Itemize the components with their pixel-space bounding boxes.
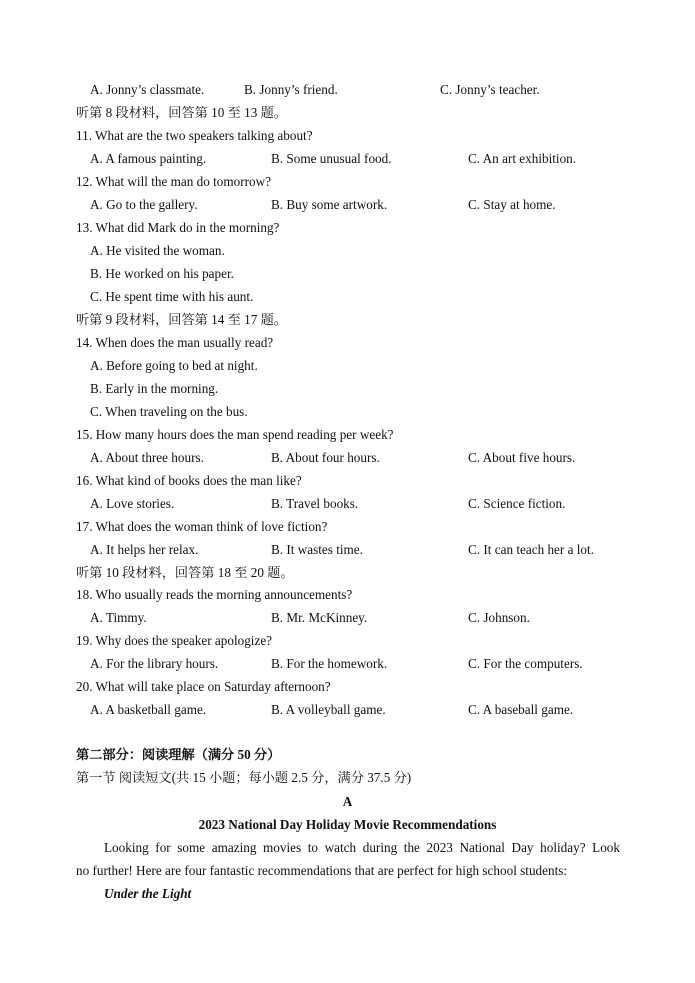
q14-option-c: C. When traveling on the bus.: [90, 404, 248, 419]
q20-stem: 20. What will take place on Saturday afternoon?: [76, 679, 331, 694]
q11-option-a: A. A famous painting.: [90, 151, 207, 166]
q11-option-c: C. An art exhibition.: [468, 151, 577, 166]
q16-option-c: C. Science fiction.: [468, 496, 566, 511]
q14-stem: 14. When does the man usually read?: [76, 335, 274, 350]
q20-option-c: C. A baseball game.: [468, 702, 574, 717]
q14-option-a: A. Before going to bed at night.: [90, 358, 258, 373]
q18-option-a: A. Timmy.: [90, 610, 147, 625]
q12-option-a: A. Go to the gallery.: [90, 197, 198, 212]
passage-title: 2023 National Day Holiday Movie Recommendations: [198, 817, 497, 832]
q12-option-b: B. Buy some artwork.: [271, 197, 388, 212]
q15-option-c: C. About five hours.: [468, 450, 576, 465]
q12-stem: 12. What will the man do tomorrow?: [76, 174, 271, 189]
q16-option-a: A. Love stories.: [90, 496, 175, 511]
q17-option-c: C. It can teach her a lot.: [468, 542, 594, 557]
q11-option-b: B. Some unusual food.: [271, 151, 392, 166]
q13-option-a: A. He visited the woman.: [90, 243, 225, 258]
section-9-instruction: 听第 9 段材料，回答第 14 至 17 题。: [76, 312, 287, 327]
q17-option-a: A. It helps her relax.: [90, 542, 199, 557]
q19-option-b: B. For the homework.: [271, 656, 388, 671]
q13-stem: 13. What did Mark do in the morning?: [76, 220, 280, 235]
q17-option-b: B. It wastes time.: [271, 542, 363, 557]
q13-option-b: B. He worked on his paper.: [90, 266, 234, 281]
q17-stem: 17. What does the woman think of love fiction?: [76, 519, 328, 534]
paragraph-1-line-2: no further! Here are four fantastic recommendations that are perfect for high school students:: [76, 863, 568, 878]
q11-stem: 11. What are the two speakers talking about?: [76, 128, 313, 143]
q15-option-a: A. About three hours.: [90, 450, 204, 465]
q12-option-c: C. Stay at home.: [468, 197, 556, 212]
q10-option-c: C. Jonny’s teacher.: [440, 82, 540, 97]
q20-option-b: B. A volleyball game.: [271, 702, 386, 717]
q15-option-b: B. About four hours.: [271, 450, 380, 465]
section-1-heading: 第一节 阅读短文(共 15 小题；每小题 2.5 分，满分 37.5 分): [76, 770, 412, 785]
section-8-instruction: 听第 8 段材料，回答第 10 至 13 题。: [76, 105, 287, 120]
q10-option-b: B. Jonny’s friend.: [244, 82, 338, 97]
q19-option-a: A. For the library hours.: [90, 656, 219, 671]
q18-option-c: C. Johnson.: [468, 610, 530, 625]
q14-option-b: B. Early in the morning.: [90, 381, 219, 396]
q10-option-a: A. Jonny’s classmate.: [90, 82, 205, 97]
movie-1-title: Under the Light: [104, 886, 192, 901]
q18-stem: 18. Who usually reads the morning announcements?: [76, 587, 353, 602]
section-10-instruction: 听第 10 段材料，回答第 18 至 20 题。: [76, 565, 294, 580]
part-2-heading: 第二部分：阅读理解（满分 50 分）: [76, 747, 281, 762]
q20-option-a: A. A basketball game.: [90, 702, 207, 717]
q19-option-c: C. For the computers.: [468, 656, 583, 671]
passage-letter: A: [342, 794, 353, 809]
q18-option-b: B. Mr. McKinney.: [271, 610, 368, 625]
q16-stem: 16. What kind of books does the man like?: [76, 473, 302, 488]
q15-stem: 15. How many hours does the man spend reading per week?: [76, 427, 394, 442]
q13-option-c: C. He spent time with his aunt.: [90, 289, 254, 304]
q16-option-b: B. Travel books.: [271, 496, 359, 511]
paragraph-1-line-1: Looking for some amazing movies to watch during the 2023 National Day holiday? Look: [104, 840, 620, 855]
q19-stem: 19. Why does the speaker apologize?: [76, 633, 273, 648]
